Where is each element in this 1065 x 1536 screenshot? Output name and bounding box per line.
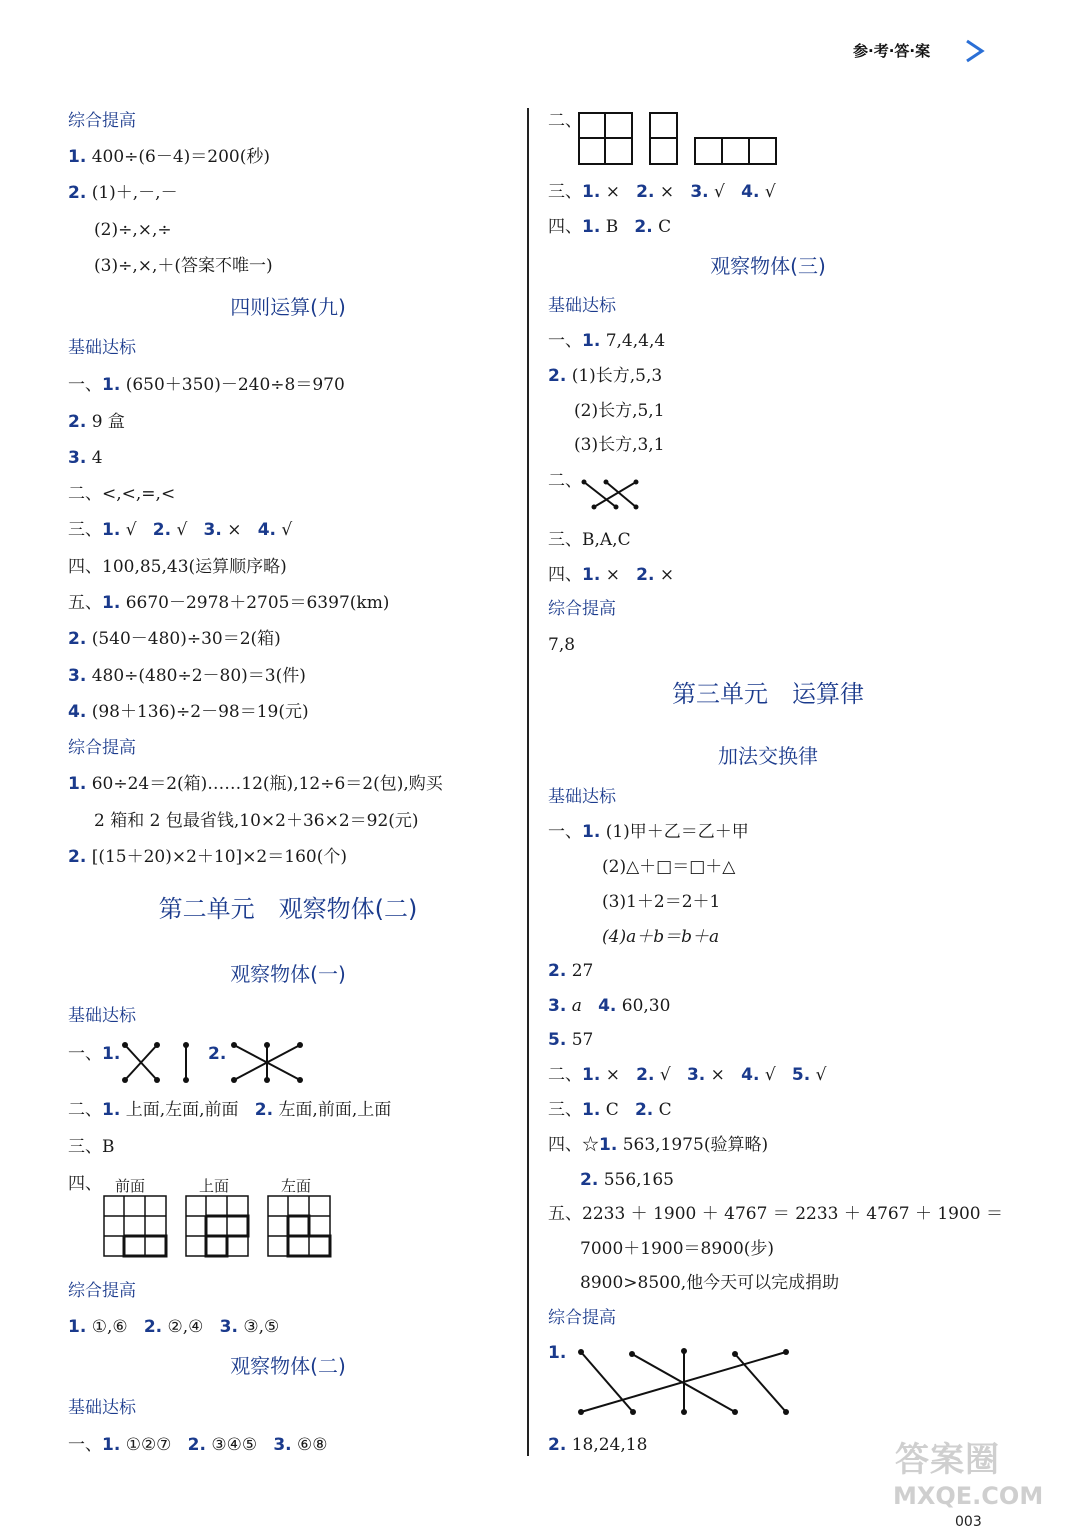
lesson-title: 观察物体(二) [230,1354,346,1378]
answer-line: 四、1. B 2. C [548,217,672,237]
answer-line: 一、1. [68,1044,121,1064]
lesson-title: 加法交换律 [718,744,818,768]
answer-line: 3. a 4. 60,30 [548,996,671,1016]
answer-line: 三、1. √ 2. √ 3. × 4. √ [68,520,293,540]
unit-title: 第二单元 观察物体(二) [158,895,418,923]
answer-line: 2. 18,24,18 [548,1435,648,1455]
section-heading: 基础达标 [68,1398,136,1418]
lesson-title: 观察物体(一) [230,962,346,986]
answer-line: (2)÷,×,÷ [94,220,172,240]
section-heading: 基础达标 [68,1006,136,1026]
answer-line: 1. 400÷(6－4)＝200(秒) [68,147,271,167]
left-view-grid [267,1195,331,1259]
answer-line: 1. [548,1343,567,1363]
view-label-front: 前面 [115,1177,146,1195]
answer-line: 三、1. C 2. C [548,1100,672,1120]
view-label-left: 左面 [281,1177,312,1195]
matching-diagram-4 [574,1346,796,1418]
section-heading: 综合提高 [68,1281,136,1301]
answer-line: 四、 [68,1174,102,1194]
answer-line: 二、 [548,471,582,491]
answer-line: (2)△＋□＝□＋△ [602,857,736,877]
answer-line: (3)1＋2＝2＋1 [602,892,721,912]
section-heading: 综合提高 [68,738,136,758]
page-number: 003 [955,1514,982,1530]
answer-line: 2. 27 [548,961,594,981]
views-diagram [578,112,778,166]
answer-line: 2. (1)长方,5,3 [548,366,663,386]
answer-line: 2. 9 盒 [68,412,125,432]
lesson-title: 观察物体(三) [710,254,826,278]
answer-line: 四、1. × 2. × [548,565,675,585]
matching-diagram-3 [580,477,642,511]
section-heading: 综合提高 [548,1308,616,1328]
column-divider [527,108,529,1456]
answer-line: 二、1. 上面,左面,前面 2. 左面,前面,上面 [68,1100,392,1120]
answer-line: 四、☆1. 563,1975(验算略) [548,1135,769,1155]
answer-line: 2 箱和 2 包最省钱,10×2＋36×2＝92(元) [94,811,419,831]
answer-line: 8900>8500,他今天可以完成捐助 [580,1273,840,1293]
chevron-right-icon [962,38,988,64]
answer-line: (3)长方,3,1 [574,435,665,455]
answer-line: 五、1. 6670－2978＋2705＝6397(km) [68,593,390,613]
matching-diagram-1b [180,1040,194,1086]
answer-line: 3. 480÷(480÷2－80)＝3(件) [68,666,306,686]
answer-line: 3. 4 [68,448,103,468]
answer-line: 2. [208,1044,227,1064]
watermark-logo: 答案圈 [895,1440,1000,1480]
answer-line: 2. (1)＋,－,－ [68,183,178,203]
answer-line: 4. (98＋136)÷2－98＝19(元) [68,702,309,722]
section-heading: 综合提高 [548,599,616,619]
answer-line: 1. 60÷24＝2(箱)……12(瓶),12÷6＝2(包),购买 [68,774,443,794]
answer-line: 1. ①,⑥ 2. ②,④ 3. ③,⑤ [68,1317,280,1337]
watermark-url: MXQE.COM [893,1482,1044,1510]
answer-line: 2. 556,165 [580,1170,675,1190]
top-view-grid [185,1195,249,1259]
answer-line: 二、1. × 2. √ 3. × 4. √ 5. √ [548,1065,827,1085]
answer-line: 7000＋1900＝8900(步) [580,1239,775,1259]
answer-line: 一、1. 7,4,4,4 [548,331,666,351]
answer-line: 一、1. (1)甲＋乙＝乙＋甲 [548,822,749,842]
answer-line: 三、B,A,C [548,530,631,550]
section-heading: 基础达标 [68,338,136,358]
answer-line: 二、 [548,111,582,131]
answer-line: 一、1. ①②⑦ 2. ③④⑤ 3. ⑥⑧ [68,1435,328,1455]
section-heading: 综合提高 [68,111,136,131]
answer-line: 三、1. × 2. × 3. √ 4. √ [548,182,776,202]
answer-line: 五、2233 ＋ 1900 ＋ 4767 ＝ 2233 ＋ 4767 ＋ 1900 ＝ [548,1204,1004,1224]
section-heading: 基础达标 [548,296,616,316]
answer-line: (3)÷,×,＋(答案不唯一) [94,256,273,276]
answer-line: (2)长方,5,1 [574,401,665,421]
answer-line: 2. (540－480)÷30＝2(箱) [68,629,281,649]
answer-line: 一、1. (650＋350)－240÷8＝970 [68,375,345,395]
answer-line: 2. [(15＋20)×2＋10]×2＝160(个) [68,847,347,867]
answer-line: 三、B [68,1137,115,1157]
answer-line: 二、<,<,=,< [68,484,176,504]
view-label-top: 上面 [199,1177,230,1195]
matching-diagram-2 [228,1040,304,1086]
header-label: 参·考·答·案 [853,42,931,60]
section-heading: 基础达标 [548,787,616,807]
matching-diagram [68,0,69,1]
answer-line: 7,8 [548,635,576,655]
matching-diagram-1 [120,1040,180,1086]
front-view-grid [103,1195,167,1259]
lesson-title: 四则运算(九) [230,295,346,319]
unit-title: 第三单元 运算律 [672,680,864,708]
answer-line: (4)a＋b＝b＋a [602,927,720,947]
answer-line: 5. 57 [548,1030,594,1050]
answer-line: 四、100,85,43(运算顺序略) [68,557,287,577]
